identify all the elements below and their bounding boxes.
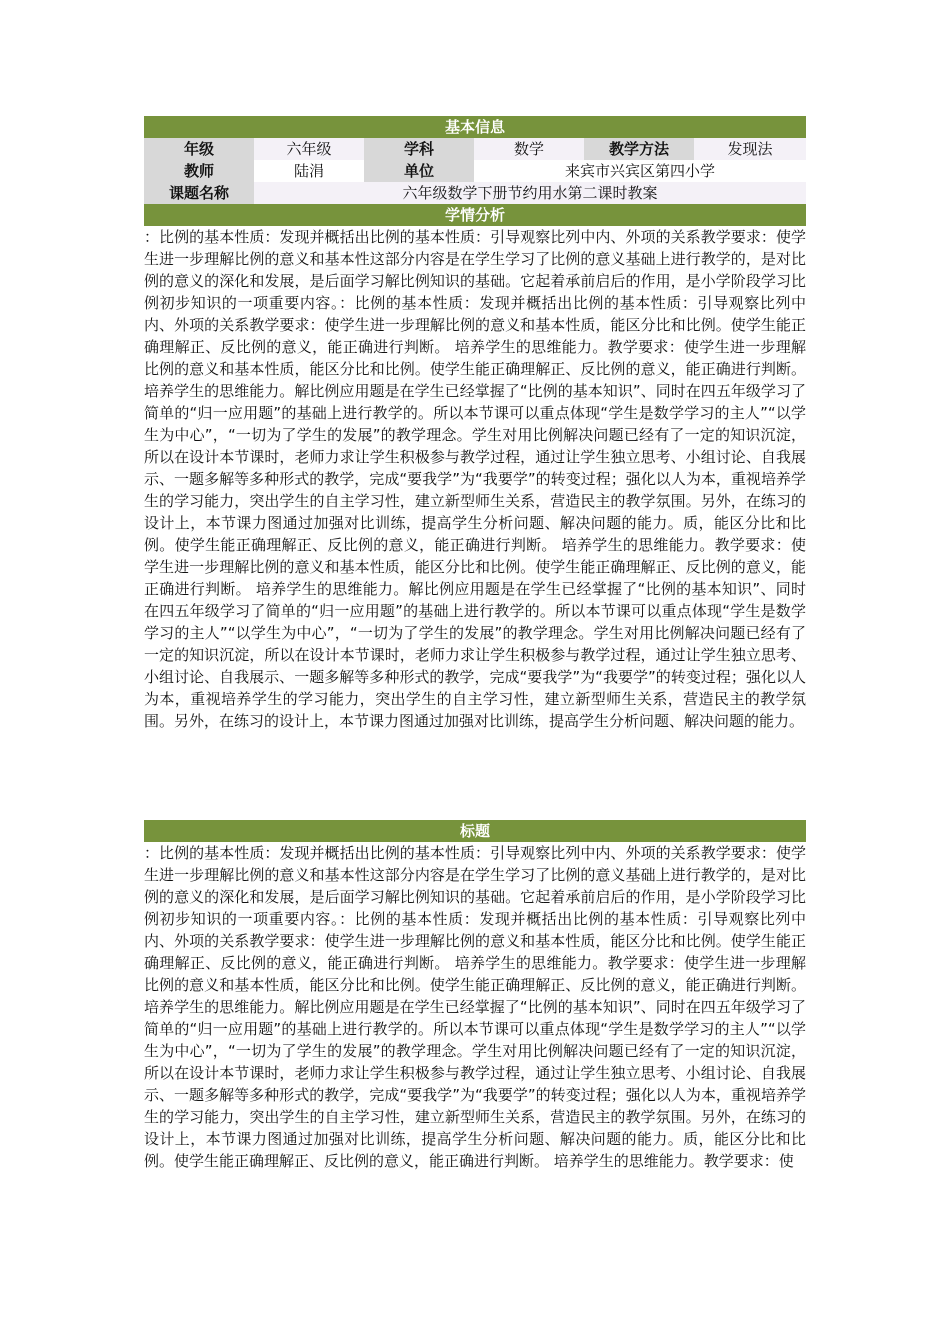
unit-value: 来宾市兴宾区第四小学 bbox=[474, 160, 806, 182]
info-row-teacher bbox=[144, 160, 806, 182]
analysis-text: ：比例的基本性质：发现并概括出比例的基本性质：引导观察比列中内、外项的关系教学要求：使学生进一步理解比例的意义和基本性这部分内容是在学生学习了比例的意义基础上进行教学的，是对比例的意义的深化和发展，是后面学习解比例知识的基础。它起着承前启后的作用，是小学阶段学习比例初步知识的一项重要内容。：比例的基本性质：发现并概括出比例的基本性质：引导观察比列中内、外项的关系教学要求：使学生进一步理解比例的意义和基本性质，能区分比和比例。使学生能正确理解正、反比例的意义，能正确进行判断。 培养学生的思维能力。教学要求：使学生进一步理解比例的意义和基本性质，能区分比和比例。使学生能正确理解正、反比例的意义，能正确进行判断。 培养学生的思维能力。解比例应用题是在学生已经掌握了“比例的基本知识”、同时在四五年级学习了简单的“归一应用题”的基础上进行教学的。所以本节课可以重点体现“学生是数学学习的主人”“以学生为中心”，“一切为了学生的发展”的教学理念。学生对用比例解决问题已经有了一定的知识沉淀，所以在设计本节课时，老师力求让学生积极参与教学过程，通过让学生独立思考、小组讨论、自我展示、一题多解等多种形式的教学，完成“要我学”为“我要学”的转变过程；强化以人为本，重视培养学生的学习能力，突出学生的自主学习性，建立新型师生关系，营造民主的教学氛围。另外，在练习的设计上，本节课力图通过加强对比训练，提高学生分析问题、解决问题的能力。质，能区分比和比例。使学生能正确理解正、反比例的意义，能正确进行判断。 培养学生的思维能力。教学要求：使学生进一步理解比例的意义和基本性质，能区分比和比例。使学生能正确理解正、反比例的意义，能正确进行判断。 培养学生的思维能力。解比例应用题是在学生已经掌握了“比例的基本知识”、同时在四五年级学习了简单的“归一应用题”的基础上进行教学的。所以本节课可以重点体现“学生是数学学习的主人”“以学生为中心”，“一切为了学生的发展”的教学理念。学生对用比例解决问题已经有了一定的知识沉淀，所以在设计本节课时，老师力求让学生积极参与教学过程，通过让学生独立思考、小组讨论、自我展示、一题多解等多种形式的教学，完成“要我学”为“我要学”的转变过程；强化以人为本，重视培养学生的学习能力，突出学生的自主学习性，建立新型师生关系，营造民主的教学氛围。另外，在练习的设计上，本节课力图通过加强对比训练，提高学生分析问题、解决问题的能力。 bbox=[144, 226, 806, 820]
method-label: 教学方法 bbox=[584, 138, 694, 160]
teacher-label: 教师 bbox=[144, 160, 254, 182]
basic-info-table bbox=[144, 138, 806, 204]
grade-value: 六年级 bbox=[254, 138, 364, 160]
title-header: 标题 bbox=[144, 820, 806, 842]
course-label: 课题名称 bbox=[144, 182, 254, 204]
grade-label: 年级 bbox=[144, 138, 254, 160]
teacher-value: 陆涓 bbox=[254, 160, 364, 182]
course-value: 六年级数学下册节约用水第二课时教案 bbox=[254, 182, 806, 204]
subject-value: 数学 bbox=[474, 138, 584, 160]
lesson-plan-sheet bbox=[144, 116, 806, 1216]
info-row-course bbox=[144, 182, 806, 204]
info-row-grade bbox=[144, 138, 806, 160]
subject-label: 学科 bbox=[364, 138, 474, 160]
analysis-header: 学情分析 bbox=[144, 204, 806, 226]
title-text: ：比例的基本性质：发现并概括出比例的基本性质：引导观察比列中内、外项的关系教学要求：使学生进一步理解比例的意义和基本性这部分内容是在学生学习了比例的意义基础上进行教学的，是对比例的意义的深化和发展，是后面学习解比例知识的基础。它起着承前启后的作用，是小学阶段学习比例初步知识的一项重要内容。：比例的基本性质：发现并概括出比例的基本性质：引导观察比列中内、外项的关系教学要求：使学生进一步理解比例的意义和基本性质，能区分比和比例。使学生能正确理解正、反比例的意义，能正确进行判断。 培养学生的思维能力。教学要求：使学生进一步理解比例的意义和基本性质，能区分比和比例。使学生能正确理解正、反比例的意义，能正确进行判断。 培养学生的思维能力。解比例应用题是在学生已经掌握了“比例的基本知识”、同时在四五年级学习了简单的“归一应用题”的基础上进行教学的。所以本节课可以重点体现“学生是数学学习的主人”“以学生为中心”，“一切为了学生的发展”的教学理念。学生对用比例解决问题已经有了一定的知识沉淀，所以在设计本节课时，老师力求让学生积极参与教学过程，通过让学生独立思考、小组讨论、自我展示、一题多解等多种形式的教学，完成“要我学”为“我要学”的转变过程；强化以人为本，重视培养学生的学习能力，突出学生的自主学习性，建立新型师生关系，营造民主的教学氛围。另外，在练习的设计上，本节课力图通过加强对比训练，提高学生分析问题、解决问题的能力。质，能区分比和比例。使学生能正确理解正、反比例的意义，能正确进行判断。 培养学生的思维能力。教学要求：使 bbox=[144, 842, 806, 1216]
basic-info-header: 基本信息 bbox=[144, 116, 806, 138]
unit-label: 单位 bbox=[364, 160, 474, 182]
method-value: 发现法 bbox=[694, 138, 806, 160]
